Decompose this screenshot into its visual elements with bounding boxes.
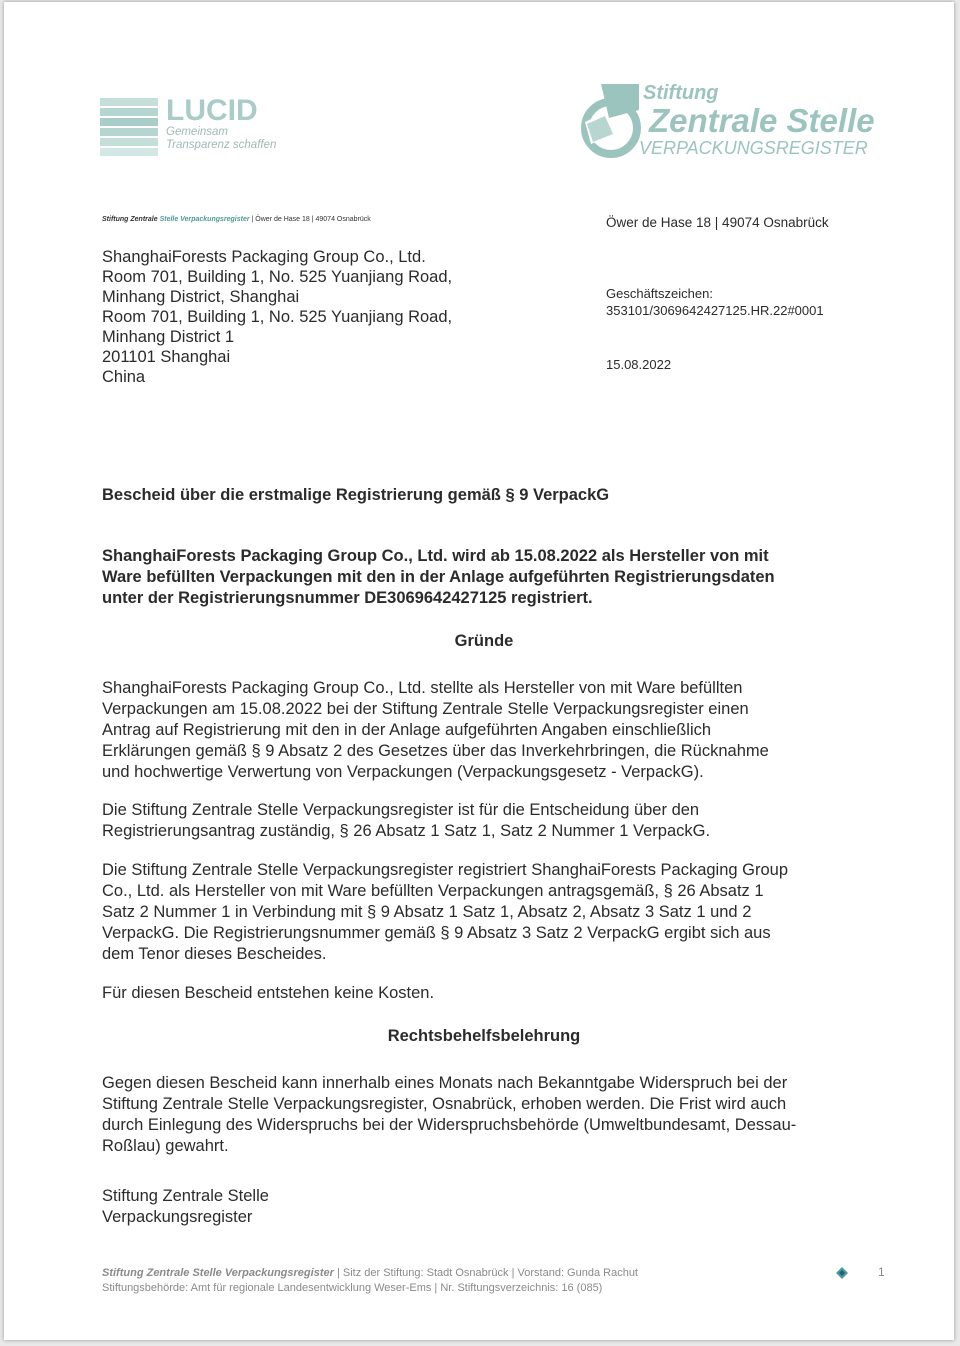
document-page [4,2,954,1340]
reasons-paragraph-3 [102,860,872,965]
paragraph-line: Verpackungen am 15.08.2022 bei der Stiftung Zentrale Stelle Verpackungsregister einen [102,700,749,718]
sender-address: | Öwer de Hase 18 | 49074 Osnabrück [251,216,371,223]
lucid-tagline-2: Transparenz schaffen [166,139,277,151]
reference-label: Geschäftszeichen: [606,286,713,301]
address-line: Room 701, Building 1, No. 525 Yuanjiang Road, [102,308,453,326]
signature-line-1: Stiftung Zentrale Stelle [102,1187,269,1205]
reasons-paragraph-1 [102,678,872,783]
tenor-line: unter der Registrierungsnummer DE3069642427125 registriert. [102,589,593,607]
paragraph-line: VerpackG. Die Registrierungsnummer gemäß § 9 Absatz 3 Satz 2 VerpackG ergibt sich aus [102,924,771,942]
footer-line-1-rest: | Sitz der Stiftung: Stadt Osnabrück | Vorstand: Gunda Rachut [333,1267,638,1279]
paragraph-line: Die Stiftung Zentrale Stelle Verpackungsregister registriert ShanghaiForests Packaging Group [102,861,789,879]
reasons-paragraph-4 [102,983,872,1004]
paragraph-line: Gegen diesen Bescheid kann innerhalb eines Monats nach Bekanntgabe Widerspruch bei der [102,1074,788,1092]
address-line: China [102,368,146,386]
page-number: 1 [878,1265,885,1279]
footer-line-2: Stiftungsbehörde: Amt für regionale Landesentwicklung Weser-Ems | Nr. Stiftungsverzeichnis: 16 (085) [102,1282,603,1294]
paragraph-line: dem Tenor dieses Bescheides. [102,945,327,963]
zsvr-logo [579,80,899,164]
issuer-address: Öwer de Hase 18 | 49074 Osnabrück [606,215,829,230]
footer-diamond-icon [836,1266,848,1284]
address-line: Minhang District 1 [102,328,235,346]
paragraph-line: Stiftung Zentrale Stelle Verpackungsregister, Osnabrück, erhoben werden. Die Frist wird auch [102,1095,787,1113]
sender-org-part1: Stiftung Zentrale [102,216,158,223]
document-date: 15.08.2022 [606,357,672,372]
paragraph-line: Satz 2 Nummer 1 in Verbindung mit § 9 Absatz 1 Satz 1, Absatz 2, Absatz 3 Satz 1 und 2 [102,903,752,921]
address-line: 201101 Shanghai [102,348,231,366]
lucid-mark-icon [100,98,158,156]
paragraph-line: und hochwertige Verwertung von Verpackungen (Verpackungsgesetz - VerpackG). [102,763,704,781]
address-line: Room 701, Building 1, No. 525 Yuanjiang Road, [102,268,453,286]
paragraph-line: ShanghaiForests Packaging Group Co., Ltd. stellte als Hersteller von mit Ware befüllten [102,679,743,697]
recipient-address [102,247,452,387]
paragraph-line: Co., Ltd. als Hersteller von mit Ware befüllten Verpackungen antragsgemäß, § 26 Absatz 1 [102,882,764,900]
page-footer [102,1266,638,1296]
reference-number: 353101/3069642427125.HR.22#0001 [606,303,824,318]
address-line: Minhang District, Shanghai [102,288,300,306]
document-subject: Bescheid über die erstmalige Registrierung gemäß § 9 VerpackG [102,486,610,504]
zsvr-logo-line-3: VERPACKUNGSREGISTER [639,138,868,158]
sender-org-part2: Stelle Verpackungsregister [159,216,250,223]
tenor-line: ShanghaiForests Packaging Group Co., Ltd. wird ab 15.08.2022 als Hersteller von mit [102,547,769,565]
lucid-wordmark: LUCID [166,94,258,127]
zsvr-logo-line-1: Stiftung [643,82,719,104]
paragraph-line: durch Einlegung des Widerspruchs bei der Widerspruchsbehörde (Umweltbundesamt, Dessau- [102,1116,797,1134]
paragraph-line: Antrag auf Registrierung mit den in der Anlage aufgeführten Angaben einschließlich [102,721,712,739]
legal-remedy-heading: Rechtsbehelfsbelehrung [387,1027,581,1045]
decision-tenor [102,546,862,609]
signature-block [102,1186,269,1228]
signature-line-2: Verpackungsregister [102,1208,253,1226]
reasons-paragraph-2 [102,800,872,842]
paragraph-line: Roßlau) gewahrt. [102,1137,229,1155]
footer-org: Stiftung Zentrale Stelle Verpackungsregister [102,1267,334,1279]
zsvr-logo-line-2: Zentrale Stelle [649,102,875,139]
tenor-line: Ware befüllten Verpackungen mit den in der Anlage aufgeführten Registrierungsdaten [102,568,775,586]
lucid-tagline-1: Gemeinsam [166,126,228,138]
paragraph-line: Erklärungen gemäß § 9 Absatz 2 des Gesetzes über das Inverkehrbringen, die Rücknahme [102,742,769,760]
lucid-logo [100,94,300,160]
sender-return-line [102,216,371,223]
zsvr-mark-icon [579,82,645,160]
address-line: ShanghaiForests Packaging Group Co., Ltd. [102,248,426,266]
footer-line-1 [102,1266,638,1281]
legal-remedy-paragraph [102,1073,872,1157]
paragraph-line: Registrierungsantrag zuständig, § 26 Absatz 1 Satz 1, Satz 2 Nummer 1 VerpackG. [102,822,711,840]
paragraph-line: Für diesen Bescheid entstehen keine Kosten. [102,984,435,1002]
paragraph-line: Die Stiftung Zentrale Stelle Verpackungsregister ist für die Entscheidung über den [102,801,700,819]
reasons-heading: Gründe [454,632,514,650]
